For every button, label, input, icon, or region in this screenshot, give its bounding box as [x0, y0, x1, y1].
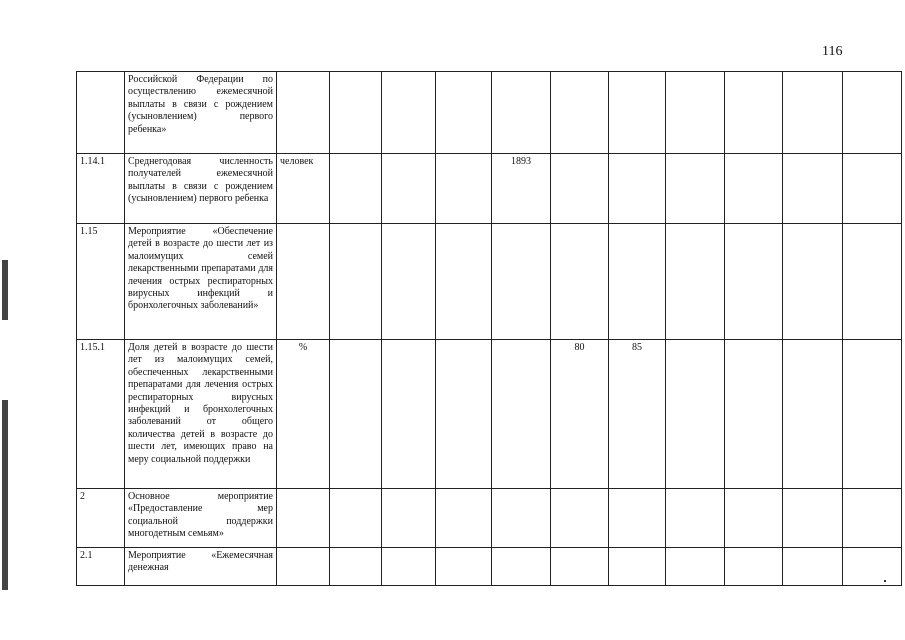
table-row	[77, 548, 902, 586]
value-cell	[843, 340, 902, 489]
value-cell	[382, 72, 436, 154]
value-cell	[382, 548, 436, 586]
row-description-cell: Российской Федерации по осуществлению ежемесячной выплаты в связи с рождением (усыновлением) первого ребенка»	[125, 72, 277, 154]
value-cell	[330, 72, 382, 154]
value-cell	[330, 548, 382, 586]
value-cell	[725, 489, 783, 548]
indicators-table	[76, 71, 902, 586]
table-row	[77, 154, 902, 224]
row-unit-cell	[277, 489, 330, 548]
value-cell	[725, 548, 783, 586]
value-cell	[666, 548, 725, 586]
row-unit-cell	[277, 224, 330, 340]
row-unit-cell: человек	[277, 154, 330, 224]
value-cell	[783, 548, 843, 586]
value-cell	[436, 548, 492, 586]
value-cell	[551, 548, 609, 586]
row-description-cell: Мероприятие «Ежемесячная денежная	[125, 548, 277, 586]
value-cell	[436, 72, 492, 154]
value-cell	[492, 548, 551, 586]
value-cell	[382, 154, 436, 224]
row-number-cell: 2	[77, 489, 125, 548]
scan-edge-artifact	[2, 90, 9, 590]
value-cell	[436, 154, 492, 224]
value-cell: 85	[609, 340, 666, 489]
value-cell	[330, 224, 382, 340]
row-description-cell: Мероприятие «Обеспечение детей в возрасте до шести лет из малоимущих семей лекарственными препаратами для лечения острых респираторных вирусных инфекций и бронхолегочных заболеваний»	[125, 224, 277, 340]
value-cell	[666, 224, 725, 340]
value-cell	[783, 224, 843, 340]
value-cell	[725, 340, 783, 489]
row-number-cell: 1.15	[77, 224, 125, 340]
table-row	[77, 72, 902, 154]
value-cell	[609, 548, 666, 586]
value-cell	[666, 72, 725, 154]
row-description-cell: Основное мероприятие «Предоставление мер социальной поддержки многодетным семьям»	[125, 489, 277, 548]
value-cell	[492, 72, 551, 154]
value-cell	[843, 72, 902, 154]
value-cell	[609, 224, 666, 340]
value-cell	[783, 340, 843, 489]
row-number-cell: 1.15.1	[77, 340, 125, 489]
value-cell	[382, 224, 436, 340]
value-cell	[382, 489, 436, 548]
row-unit-cell: %	[277, 340, 330, 489]
value-cell	[330, 489, 382, 548]
row-number-cell	[77, 72, 125, 154]
value-cell	[725, 224, 783, 340]
value-cell	[382, 340, 436, 489]
value-cell	[666, 340, 725, 489]
value-cell	[436, 489, 492, 548]
value-cell	[609, 72, 666, 154]
row-unit-cell	[277, 72, 330, 154]
scan-dot-artifact	[884, 580, 886, 582]
value-cell	[725, 154, 783, 224]
row-number-cell: 2.1	[77, 548, 125, 586]
table-row	[77, 224, 902, 340]
table-row	[77, 340, 902, 489]
value-cell	[609, 154, 666, 224]
value-cell	[551, 72, 609, 154]
value-cell	[783, 154, 843, 224]
value-cell	[843, 224, 902, 340]
value-cell	[609, 489, 666, 548]
row-description-cell: Среднегодовая численность получателей ежемесячной выплаты в связи с рождением (усыновлением) первого ребенка	[125, 154, 277, 224]
value-cell	[725, 72, 783, 154]
value-cell	[551, 154, 609, 224]
value-cell	[436, 340, 492, 489]
value-cell	[492, 224, 551, 340]
row-unit-cell	[277, 548, 330, 586]
value-cell	[551, 224, 609, 340]
value-cell	[783, 72, 843, 154]
value-cell: 1893	[492, 154, 551, 224]
page-number: 116	[822, 44, 843, 59]
value-cell	[492, 340, 551, 489]
row-number-cell: 1.14.1	[77, 154, 125, 224]
value-cell: 80	[551, 340, 609, 489]
value-cell	[436, 224, 492, 340]
value-cell	[843, 154, 902, 224]
row-description-cell: Доля детей в возрасте до шести лет из малоимущих семей, обеспеченных лекарственными препаратами для лечения острых респираторных вирусных инфекций и бронхолегочных заболеваний от общего количества детей в возрасте до шести лет, имеющих право на меру социальной поддержки	[125, 340, 277, 489]
value-cell	[330, 340, 382, 489]
value-cell	[843, 489, 902, 548]
table-row	[77, 489, 902, 548]
value-cell	[551, 489, 609, 548]
value-cell	[843, 548, 902, 586]
value-cell	[666, 154, 725, 224]
value-cell	[330, 154, 382, 224]
value-cell	[492, 489, 551, 548]
value-cell	[666, 489, 725, 548]
value-cell	[783, 489, 843, 548]
